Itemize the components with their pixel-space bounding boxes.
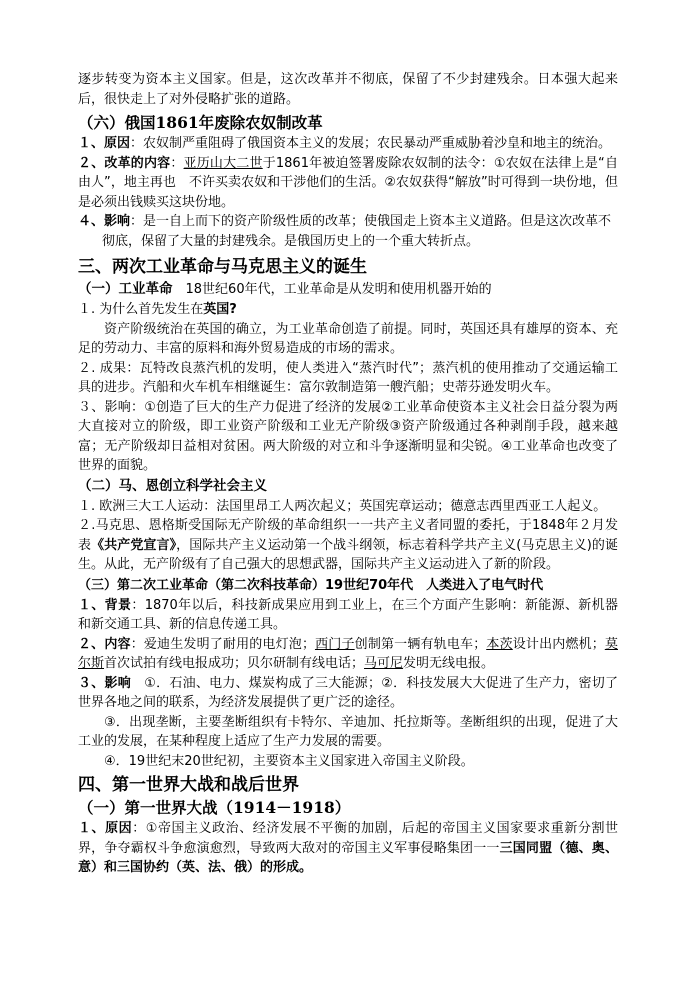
text: ①．石油、电力、煤炭构成了三大能源；②．科技发展大大促进了生产力，密切了世界各地之间的联系，为经济发展提供了更广泛的途径。	[78, 675, 618, 710]
text: １. 为什么首先发生在	[78, 302, 204, 317]
paragraph-content	[78, 154, 618, 213]
subheading-second-industrial-revolution: （三）第二次工业革命（第二次科技革命）19世纪70年代 人类进入了电气时代	[78, 577, 544, 593]
text: 设计出内燃机；	[512, 636, 605, 652]
paragraph-results: ２. 成果：瓦特改良蒸汽机的发明，使人类进入“蒸汽时代”；蒸汽机的使用推动了交通运输工具的进步。汽船和火车机车相继诞生：富尔敦制造第一艘汽船；史蒂芬逊发明火车。	[78, 360, 618, 395]
text: ：1870年以后，科技新成果应用到工业上，在三个方面产生影响：新能源、新机器和新交通工具、新的信息传递工具。	[78, 597, 618, 632]
text: ：农奴制严重阻碍了俄国资本主义的发展；农民暴动严重威胁着沙皇和地主的统治。	[130, 136, 612, 151]
subheading-marx-engels: （二）马、恩创立科学社会主义	[78, 477, 267, 494]
alliances: 三国同盟（德、奥、意）和三国协约（英、法、俄）的形成。	[78, 840, 618, 875]
text: ：①帝国主义政治、经济发展不平衡的加剧，后起的帝国主义国家要求重新分割世界，争夺霸权斗争愈演愈烈，导致两大敌对的帝国主义军事侵略集团一一	[78, 821, 618, 856]
text: ２.马克思、恩格斯受国际无产阶级的革命组织一一共产主义者同盟的委托，于1848年２月发表	[78, 518, 618, 553]
subheading-ww1: （一）第一世界大战（1914－1918）	[78, 798, 351, 817]
paragraph-background	[78, 596, 618, 635]
paragraph-cause	[78, 819, 618, 878]
subheading: （一）工业革命	[78, 281, 173, 297]
term-communist-manifesto: 《共产党宣言》	[91, 537, 177, 553]
paragraph: １. 欧洲三大工人运动：法国里昂工人两次起义；英国宪章运动；德意志西里西亚工人起义。	[78, 498, 607, 514]
text: ：是一自上而下的资产阶级性质的改革；使俄国走上资本主义道路。但是这次改革不彻底，保留了大量的封建残余。是俄国历史上的一个重大转折点。	[102, 214, 612, 249]
paragraph-impact: ３、影响：①创造了巨大的生产力促进了经济的发展②工业革命使资本主义社会日益分裂为两大直接对立的阶级，即工业资产阶级和工业无产阶级③资产阶级通过各种剥削手段，越来越富；无产阶级却日益相对贫困。两大阶级的对立和斗争逐渐明显和尖锐。④工业革命也改变了世界的面貌。	[78, 399, 618, 473]
label: １、原因	[78, 136, 131, 151]
paragraph: ④．19世纪末20世纪初，主要资本主义国家进入帝国主义阶段。	[104, 753, 474, 769]
label: ２、改革的内容	[78, 155, 171, 171]
paragraph-impact	[78, 674, 618, 713]
text: 于1861年被迫签署废除农奴制的法令：①农奴在法律上是“自由人”，地主再也 不许买卖农奴和干涉他们的生活。②农奴获得“解放”时可得到一块份地，但是必须出钱赎买这块份地。	[78, 155, 618, 210]
paragraph-reason	[78, 134, 618, 154]
text: 创制第一辆有轨电车；	[354, 636, 487, 652]
text: ：爱迪生发明了耐用的电灯泡；	[130, 636, 315, 652]
term-siemens: 西门子	[314, 636, 355, 652]
paragraph: 逐步转变为资本主义国家。但是，这次改革并不彻底，保留了不少封建残余。日本强大起来后，很快走上了对外侵略扩张的道路。	[78, 72, 618, 107]
document-page	[78, 70, 618, 878]
text: 18世纪60年代，工业革命是从发明和使用机器开始的	[172, 282, 492, 297]
paragraph-manifesto	[78, 516, 618, 575]
chapter-heading-ww1: 四、第一世界大战和战后世界	[78, 775, 299, 795]
term-britain: 英国?	[203, 302, 237, 317]
label: ４、影响	[78, 214, 131, 229]
paragraph: ③．出现垄断，主要垄断组织有卡特尔、辛迪加、托拉斯等。垄断组织的出现，促进了大工业的发展，在某种程度上适应了生产力发展的需要。	[78, 714, 618, 749]
section-heading-russia-reform: （六）俄国1861年废除农奴制改革	[78, 113, 323, 132]
label: ３、影响	[78, 675, 131, 691]
text: 首次试拍有线电报成功；贝尔研制有线电话；	[104, 656, 365, 671]
paragraph-content	[78, 635, 618, 674]
paragraph-impact	[78, 212, 618, 251]
paragraph: 资产阶级统治在英国的确立，为工业革命创造了前提。同时，英国还具有雄厚的资本、充足的劳动力、丰富的原料和海外贸易造成的市场的需求。	[78, 321, 618, 356]
label: ２、内容	[78, 636, 131, 652]
subheading-industrial-revolution	[78, 279, 618, 300]
label: １、背景	[78, 597, 132, 613]
text: ，国际共产主义运动第一个战斗纲领，标志着科学共产主义(马克思主义)的诞生。从此，无产阶级有了自己强大的思想武器，国际共产主义运动进入了新的阶段。	[78, 537, 618, 572]
text: 发明无线电报。	[403, 656, 495, 671]
term-morse: 莫尔斯	[78, 636, 618, 671]
label: １、原因	[78, 821, 133, 836]
term-marconi: 马可尼	[364, 656, 404, 671]
chapter-heading-industrial-revolutions: 三、两次工业革命与马克思主义的诞生	[78, 257, 367, 277]
question-why-britain	[78, 300, 618, 320]
term-benz: 本茨	[486, 636, 513, 652]
term-alexander-ii: 亚历山大二世	[183, 155, 263, 171]
text: ：	[170, 155, 184, 171]
